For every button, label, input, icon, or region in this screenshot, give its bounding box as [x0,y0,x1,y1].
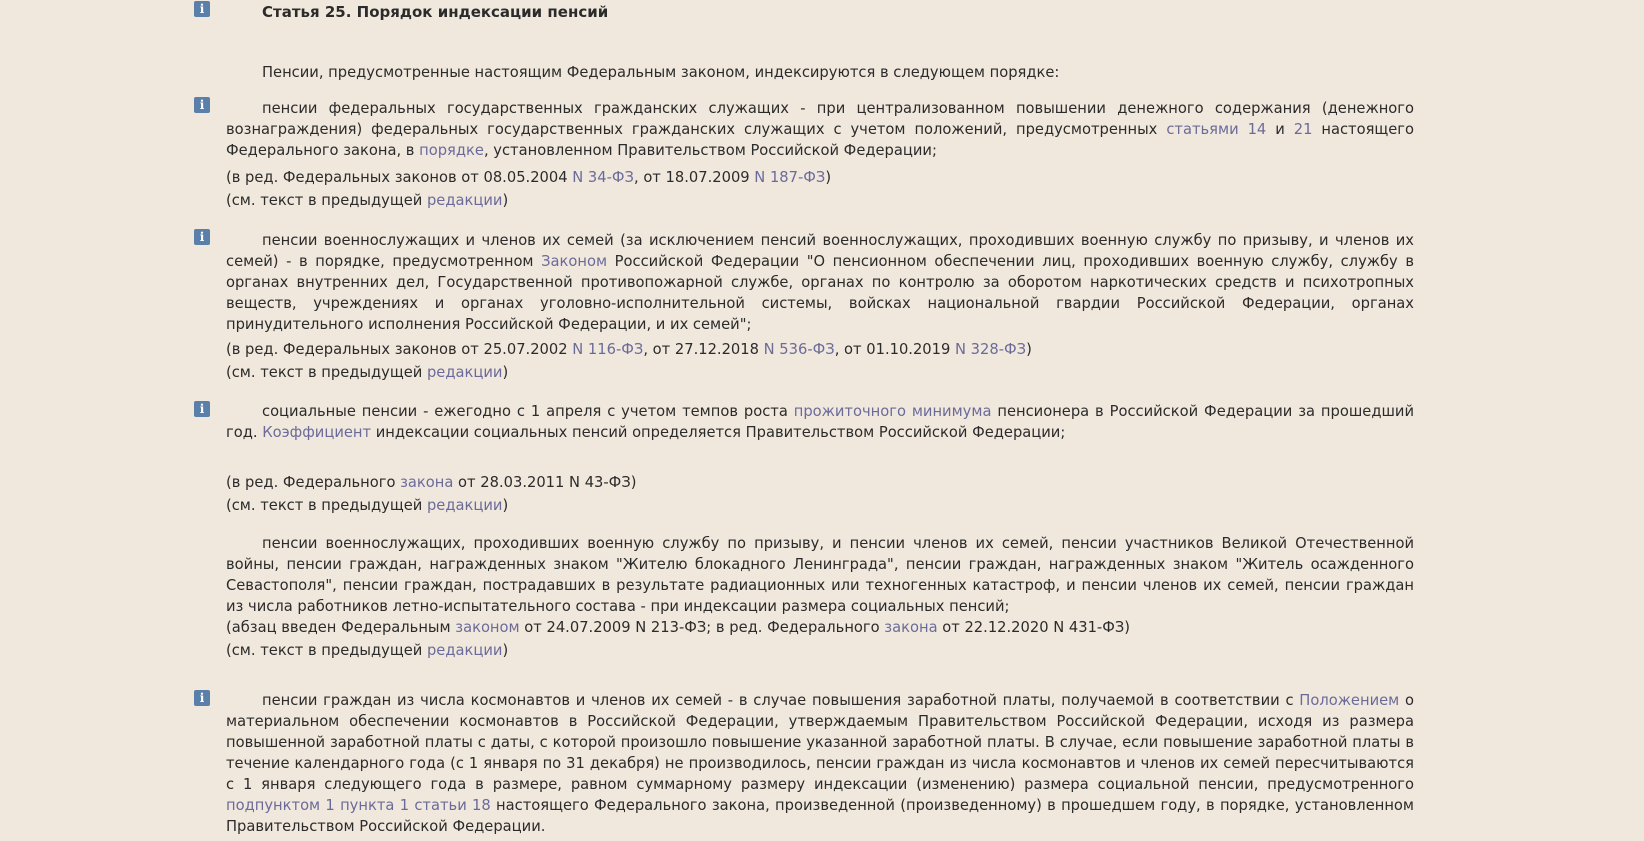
link-order[interactable]: порядке [419,142,484,159]
paragraph-civil-servants [226,98,1414,161]
text-span: и [1266,121,1294,138]
text-span: настоящего Федерального закона, произведенной (произведенному) в прошедшем году, в порядке, установленном Правительством Российской Федерации. [226,797,1415,835]
link-law-536[interactable]: N 536-ФЗ [763,341,835,358]
text-span: Российской Федерации "О пенсионном обеспечении лиц, проходивших военную службу, службу в органах внутренних дел, Государственной противопожарной службе, органах по контролю за оборотом наркотических средств и психотропных веществ, учреждениях и органах уголовно-исполнительной системы, войсках национальной гвардии Российской Федерации, органах принудительного исполнения Российской Федерации, и их семей"; [226,253,1415,333]
text-span: от 22.12.2020 N 431-ФЗ) [937,619,1131,636]
article-title: Статья 25. Порядок индексации пенсий [262,3,609,21]
link-law-187[interactable]: N 187-ФЗ [754,169,826,186]
link-previous-edition[interactable]: редакции [426,192,503,209]
previous-edition-line [226,189,1414,212]
amendment-note-3 [226,471,1414,517]
text-span: , от 01.10.2019 [834,341,956,358]
paragraph-text [226,230,1414,335]
paragraph-social [226,401,1414,443]
info-icon[interactable]: i [194,97,210,113]
amendment-line [226,166,1414,189]
text-span: настоящего Федерального закона, в [226,121,1414,159]
link-law[interactable]: закона [884,619,938,636]
text-span: ) [1026,341,1032,358]
paragraph-military [226,230,1414,335]
paragraph-cosmonauts [226,690,1414,837]
text-span: (в ред. Федеральных законов от 08.05.2004 [226,169,573,186]
link-law[interactable]: Законом [541,253,608,270]
text-span: (см. текст в предыдущей [226,497,427,514]
link-law-34[interactable]: N 34-ФЗ [572,169,634,186]
link-regulation[interactable]: Положением [1299,692,1400,709]
text-span: (см. текст в предыдущей [226,642,427,659]
link-coefficient[interactable]: Коэффициент [262,424,372,441]
text-span: ) [502,192,509,209]
intro-paragraph [226,62,1414,83]
text-span: (см. текст в предыдущей [226,192,427,209]
text-span: о материальном обеспечении космонавтов в Российской Федерации, утверждаемым Правительством Российской Федерации, исходя из размера повышенной заработной платы с даты, с которой произошло повышение указанной заработной платы. В случае, если повышение заработной платы в течение календарного года (с 1 января по 31 декабря) не производилось, пенсии граждан из числа космонавтов и членов их семей пересчитываются с 1 января следующего года в размере, равном суммарному размеру индексации (изменению) размера социальной пенсии, предусмотренного [226,692,1414,793]
text-span: пенсии граждан из числа космонавтов и членов их семей - в случае повышения заработной платы, получаемой в соответствии с [262,692,1300,709]
text-span: (в ред. Федеральных законов от 25.07.2002 [226,341,573,358]
link-subsistence-minimum[interactable]: прожиточного минимума [793,403,992,420]
text-span: ) [825,169,832,186]
link-previous-edition[interactable]: редакции [426,497,503,514]
text-span: , установленном Правительством Российской Федерации; [483,142,937,159]
text-span: от 24.07.2009 N 213-ФЗ; в ред. Федерального [519,619,885,636]
text-span: ) [502,497,509,514]
text-span: ) [502,642,509,659]
text-span: ) [502,364,509,381]
text-span: , от 18.07.2009 [633,169,755,186]
paragraph-text: пенсии военнослужащих, проходивших военную службу по призыву, и пенсии членов их семей, пенсии участников Великой Отечественной войны, пенсии граждан, награжденных знаком "Жителю блокадного Ленинграда", пенсии граждан, награжденных знаком "Житель осажденного Севастополя", пенсии граждан, пострадавших в результате радиационных или техногенных катастроф, и пенсии членов их семей, пенсии граждан из числа работников летно-испытательного состава - при индексации размера социальных пенсий; [226,535,1414,615]
amendment-note-1 [226,166,1414,212]
text-span: индексации социальных пенсий определяется Правительством Российской Федерации; [371,424,1066,441]
text-span: , от 27.12.2018 [643,341,764,358]
text-span: социальные пенсии - ежегодно с 1 апреля с учетом темпов роста [262,403,794,420]
link-article-14[interactable]: статьями 14 [1166,121,1267,138]
previous-edition-line [226,639,1414,662]
link-law[interactable]: закона [400,474,454,491]
text-span: пенсионера в Российской Федерации за прошедший год. [226,403,1415,441]
link-subparagraph-1[interactable]: подпунктом 1 пункта 1 статьи 18 [226,797,491,814]
info-icon[interactable]: i [194,690,210,706]
link-law-116[interactable]: N 116-ФЗ [572,341,644,358]
paragraph-text [226,401,1414,443]
paragraph-text [226,98,1414,161]
paragraph-text [226,690,1414,837]
text-span: (в ред. Федерального [226,474,401,491]
text-span: (см. текст в предыдущей [226,364,427,381]
info-icon[interactable]: i [194,401,210,417]
link-previous-edition[interactable]: редакции [426,642,503,659]
amendment-line [226,338,1414,361]
intro-text: Пенсии, предусмотренные настоящим Федеральным законом, индексируются в следующем порядке: [262,64,1060,81]
link-previous-edition[interactable]: редакции [426,364,503,381]
link-law-328[interactable]: N 328-ФЗ [955,341,1027,358]
amendment-note-2 [226,338,1414,384]
info-icon[interactable]: i [194,229,210,245]
previous-edition-line [226,361,1414,384]
amendment-note-4 [226,616,1414,662]
amendment-line [226,616,1414,639]
paragraph-conscripts [226,533,1414,617]
text-span: (абзац введен Федеральным [226,619,456,636]
info-icon[interactable]: i [194,1,210,17]
link-law[interactable]: законом [455,619,520,636]
text-span: пенсии военнослужащих и членов их семей (за исключением пенсий военнослужащих, проходивших военную службу по призыву, и членов их семей) - в порядке, предусмотренном [226,232,1414,270]
text-span: от 28.03.2011 N 43-ФЗ) [453,474,637,491]
previous-edition-line [226,494,1414,517]
amendment-line [226,471,1414,494]
link-article-21[interactable]: 21 [1293,121,1313,138]
text-span: пенсии федеральных государственных гражданских служащих - при централизованном повышении денежного содержания (денежного вознаграждения) федеральных государственных гражданских служащих с учетом положений, предусмотренных [226,100,1414,138]
